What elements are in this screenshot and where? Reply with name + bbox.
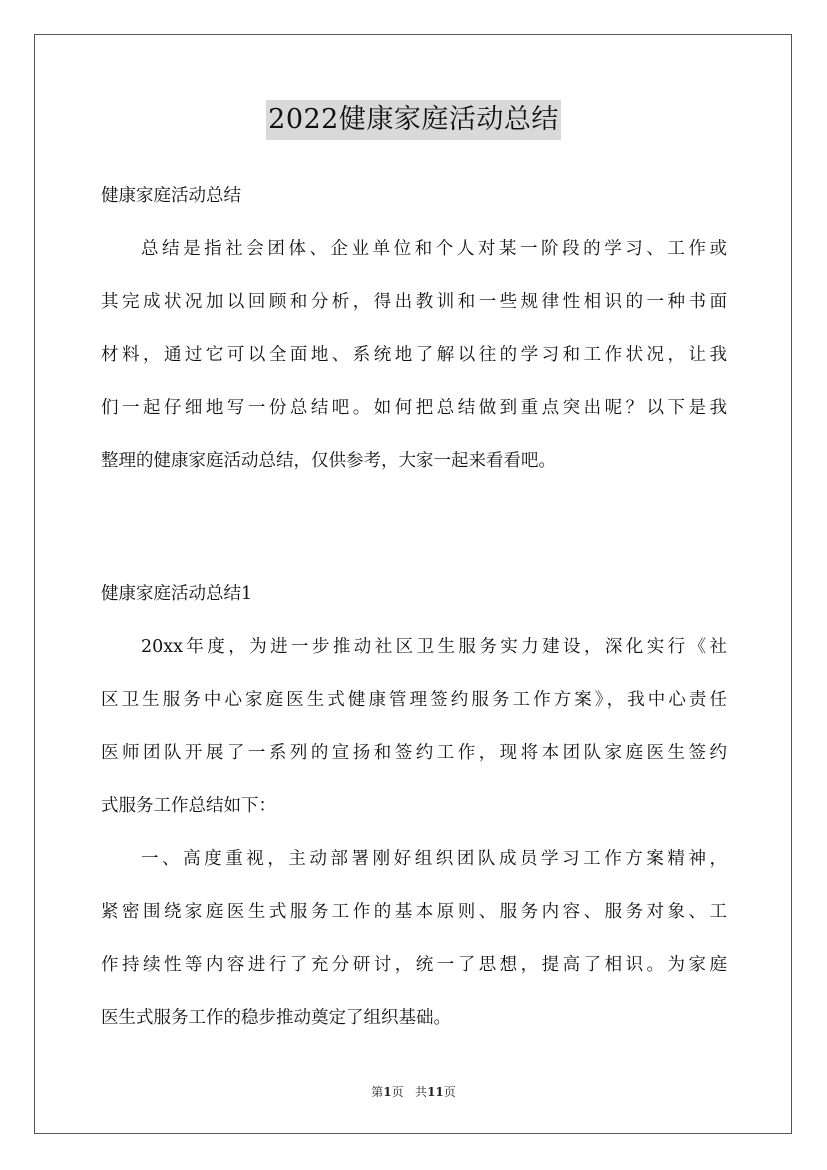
section1-heading: 健康家庭活动总结1 [101,584,253,604]
total-prefix: 共 [415,1085,428,1099]
section1-para1-line: 医师团队开展了一系列的宣扬和签约工作，现将本团队家庭医生签约 [101,743,727,763]
section1-para2-line: 医生式服务工作的稳步推动奠定了组织基础。 [101,1008,451,1028]
section1-para2-line: 作持续性等内容进行了充分研讨，统一了思想，提高了相识。为家庭 [101,955,727,975]
section1-para1-line: 式服务工作总结如下： [101,796,276,816]
intro-line: 材料，通过它可以全面地、系统地了解以往的学习和工作状况，让我 [101,345,727,365]
intro-line: 整理的健康家庭活动总结，仅供参考，大家一起来看看吧。 [101,451,556,471]
section1-para1-line: 20xx年度，为进一步推动社区卫生服务实力建设，深化实行《社 [141,637,727,657]
intro-heading: 健康家庭活动总结 [101,186,241,206]
document-body [101,170,727,1045]
page-total: 11 [427,1085,444,1099]
paragraph-gap [101,488,727,568]
page-prefix: 第 [371,1085,384,1099]
page-footer [0,1083,827,1100]
total-suffix: 页 [443,1085,456,1099]
section1-para1-line: 区卫生服务中心家庭医生式健康管理签约服务工作方案》，我中心责任 [101,690,727,710]
document-title [0,100,827,140]
page-suffix: 页 [391,1085,404,1099]
section1-para2-line: 紧密围绕家庭医生式服务工作的基本原则、服务内容、服务对象、工 [101,902,727,922]
intro-line: 其完成状况加以回顾和分析，得出教训和一些规律性相识的一种书面 [101,292,727,312]
intro-line: 总结是指社会团体、企业单位和个人对某一阶段的学习、工作或 [141,239,727,259]
page-number: 1 [383,1085,392,1099]
document-title-text: 2022健康家庭活动总结 [266,100,561,140]
intro-line: 们一起仔细地写一份总结吧。如何把总结做到重点突出呢？以下是我 [101,398,727,418]
section1-para2-line: 一、高度重视，主动部署刚好组织团队成员学习工作方案精神， [141,849,727,869]
